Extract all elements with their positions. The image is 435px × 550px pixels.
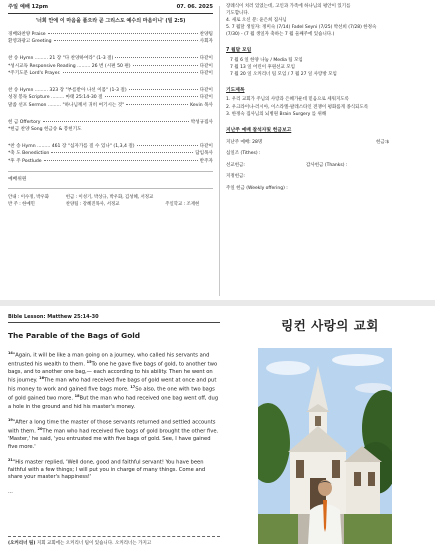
order-item-leader: 담임목사 (195, 151, 213, 157)
order-item-leader: 찬양팀 (199, 31, 213, 37)
order-item-leader: 다같이 (199, 63, 213, 69)
order-list (8, 32, 213, 167)
verse-number: 14 (8, 350, 13, 355)
committee-title: 예배위원 (8, 177, 27, 183)
attendance-label: 지난주 예배: 28명 (226, 139, 263, 145)
schedule-title: 7 월달 모임 (226, 48, 252, 54)
order-leader-dots (44, 160, 198, 161)
order-item-leader: 다같이 (199, 55, 213, 61)
order-item-leader: 사회자 (199, 39, 213, 45)
order-item-label: 찬 송 Hymn ......... 323 장 "부름받아 나선 이몸" (1-3 절) (8, 87, 127, 93)
verse-text: "His master replied, 'Well done, good and faithful servant! You have been faithful with a few things; I will put you in charge of many things. Come and share your master's happiness!' (8, 459, 206, 481)
order-item-label: 말씀 선포 Sermon ......... "하나님께서 귀히 여기시는 것" (8, 102, 125, 108)
order-spacer (8, 47, 213, 56)
schedule-item: 7 월 13 일 어린이 후원선교 모임 (230, 64, 295, 70)
scripture-ellipsis: ... (8, 488, 13, 495)
header-rule (8, 13, 213, 14)
order-row (8, 95, 213, 103)
order-item-label: *헌금 찬양 Song 헌금송 & 봉헌기도 (8, 127, 82, 133)
mission-offering-label: 선교헌금: (226, 162, 245, 168)
prayer-topics-title: 기도제목 (226, 87, 245, 93)
designated-offering-label: 지정헌금: (226, 174, 245, 180)
notices-column (226, 4, 428, 195)
order-item-leader: Kevin 목사 (190, 102, 213, 108)
notice-intro (226, 4, 428, 38)
order-row (8, 120, 213, 128)
verse-number: 16 (39, 376, 45, 381)
order-row (8, 71, 213, 79)
order-row (8, 127, 213, 135)
order-leader-dots (137, 145, 198, 146)
staff-cell: 반 주 : 한예민 (8, 202, 35, 208)
service-date: 07. 06. 2025 (176, 4, 213, 10)
tithes-label: 십일조 (Tithes) : (226, 151, 261, 157)
scripture-paragraph (8, 351, 220, 411)
order-leader-dots (126, 104, 188, 105)
verse-text: The man who had received five bags of gold went at once and put his money to work and gained five bags more. (8, 377, 217, 394)
order-leader-dots (133, 65, 198, 66)
order-of-worship (8, 4, 213, 208)
order-leader-dots (63, 72, 198, 73)
order-item-label: 찬 송 Hymn ......... 21 장 "다 찬양하여라" (1-3 절) (8, 55, 114, 61)
verse-text: "After a long time the master of those servants returned and settled accounts with them. (8, 419, 216, 435)
verse-number: 20 (37, 427, 43, 432)
staff-cell: 안내 : 이수정, 박우화 (8, 195, 49, 201)
notice-line: 장례식이 치러 있었는데, 고인과 가족에 하나님의 평안이 있기를 (226, 4, 351, 9)
order-item-leader: 다같이 (199, 71, 213, 77)
bulletin-page-bottom (0, 306, 435, 550)
prayer-item: 3. 한정숙 집사님의 뇌병원 Brain Surgery 를 위해 (226, 111, 327, 117)
notice-line: 기도합니다. (226, 11, 250, 17)
order-spacer (8, 79, 213, 88)
order-leader-dots (51, 152, 193, 153)
staff-cell: 찬양팀 : 강혜진목사, 서정교 (65, 202, 120, 208)
schedule-item: 7 월 6 일 한양 나눔 / Media 팀 모임 (230, 57, 303, 63)
order-item-label: *주기도문 Lord's Prayer. (8, 71, 61, 77)
order-leader-dots (54, 40, 198, 41)
staff-cell: 주일학교 : 조재현 (165, 202, 200, 208)
scripture-paragraph (8, 458, 220, 482)
lesson-label: Bible Lesson: Matthew 25:14-30 (8, 314, 99, 320)
order-row (8, 159, 213, 167)
schedule-item: 7 월 20 일 오커리너 팀 모임 / 7 월 27 일 사랑방 모임 (230, 71, 337, 77)
order-spacer (8, 135, 213, 144)
notice-line: 5. 7 월달 생일자: 정미숙 (7/14) Fadel Seyni (7/25) 박선희 (7/28) 한정숙 (226, 25, 377, 31)
offering-report-title: 지난주 예배 참석자및 헌금보고 (226, 127, 292, 133)
verse-number: 17 (130, 385, 136, 390)
verse-text: But the man who had received one bag went off, dug a hole in the ground and hid his master's money. (8, 396, 219, 410)
order-row (8, 39, 213, 47)
verse-number: 21 (8, 457, 13, 462)
order-item-label: 성경 봉독 Scripture ......... 마태 25:14-30 절 (8, 95, 103, 101)
order-item-label: *후 주 Postlude (8, 158, 42, 164)
section-rule (8, 188, 213, 189)
verse-number: 18 (74, 394, 80, 399)
order-item-label: *찬 송 Hymn ......... 461 장 "십자가를 질 수 있나" (1,3,4 절) (8, 143, 135, 149)
staff-list (8, 194, 213, 208)
verse-text: So also, the one with two bags of gold gained two more. (8, 387, 215, 403)
notice-line: 4. 새로 오신 분: 윤은희 집사님 (226, 18, 287, 24)
order-row (8, 56, 213, 64)
footnote-label: (오커리너 팀) (8, 541, 36, 547)
verse-text: To one he gave five bags of gold, to another two bags, and to another one bag,— each according to his ability. Then he went on his journey. (8, 361, 218, 384)
order-leader-dots (105, 96, 198, 97)
service-name: 주일 예배 12pm (8, 4, 48, 10)
order-leader-dots (115, 57, 197, 58)
footnote-text: 지회 교회에는 오커리너 팀이 있습니다. 오커리너는 가지고 (35, 541, 152, 547)
staff-line (8, 194, 213, 201)
thanks-offering-label: 감사헌금 (Thanks) : (306, 162, 348, 168)
order-leader-dots (129, 89, 198, 90)
order-item-label: 경배와찬양 Praise (8, 31, 46, 37)
order-item-label: *성시교독 Responsive Reading ......... 26 번 (시편 50 편) (8, 63, 131, 69)
verse-text: The man who had received five bags of gold brought the other five. 'Master,' he said, 'you entrusted me with five bags of gold. See, I have gained five more.' (8, 428, 219, 450)
order-item-label: 환영과광고 Greeting (8, 39, 52, 45)
prayer-item: 2. 우크라이나-러시아, 이스라엘-팔레스타인 전쟁이 평화롭게 종식되도록 (226, 104, 369, 110)
church-name: 링컨 사랑의 교회 (281, 318, 379, 333)
column-divider (219, 6, 220, 296)
bible-lesson (8, 314, 220, 547)
verse-text: "Again, it will be like a man going on a journey, who called his servants and entrusted his wealth to them. (8, 352, 210, 368)
prayer-item: 1. 우리 교회가 주님의 사랑과 은혜가운데 믿음으로 세워지도록 (226, 97, 349, 103)
scripture-paragraph (8, 418, 220, 451)
staff-line (8, 201, 213, 208)
footnote-divider (8, 536, 220, 537)
church-photo (258, 348, 392, 544)
section-rule (8, 171, 213, 172)
weekly-offering-label: 주일 헌금 (Weekly offering) : (226, 185, 288, 191)
order-item-leader: 다같이 (199, 95, 213, 101)
order-item-leader: 반주자 (199, 158, 213, 164)
verse-number: 19 (8, 417, 13, 422)
order-item-leader: 다같이 (199, 143, 213, 149)
order-row (8, 64, 213, 72)
order-item-label: 헌 금 Offertory (8, 119, 41, 125)
lesson-rule (8, 322, 220, 323)
order-spacer (8, 111, 213, 120)
order-item-label: *축 도 Benediction (8, 151, 50, 157)
footnote (8, 541, 220, 547)
notice-line: (7/30) - (7 월 생일자 축하는 7 월 둘째주에 있습니다.) (226, 32, 335, 38)
prayer-list (226, 97, 428, 117)
offering-report (226, 137, 428, 195)
verse-number: 15 (86, 359, 92, 364)
schedule-list (226, 58, 428, 78)
parable-title: The Parable of the Bags of Gold (8, 331, 141, 341)
order-leader-dots (48, 33, 198, 34)
order-item-leader: 다같이 (199, 87, 213, 93)
staff-cell: 헌금 : 이성기, 박상규, 박우화, 김성혜, 서정교 (65, 195, 154, 201)
order-leader-dots (43, 121, 189, 122)
offering-total-label: 헌금:$ (376, 139, 390, 145)
order-item-leader: 박성규집사 (190, 119, 213, 125)
bulletin-header (8, 4, 213, 11)
order-row (8, 103, 213, 111)
bulletin-theme: '너희 안에 이 마음을 품으라 곧 그리스도 예수의 마음이니' (빌 2:5) (35, 17, 186, 24)
order-row (8, 151, 213, 159)
